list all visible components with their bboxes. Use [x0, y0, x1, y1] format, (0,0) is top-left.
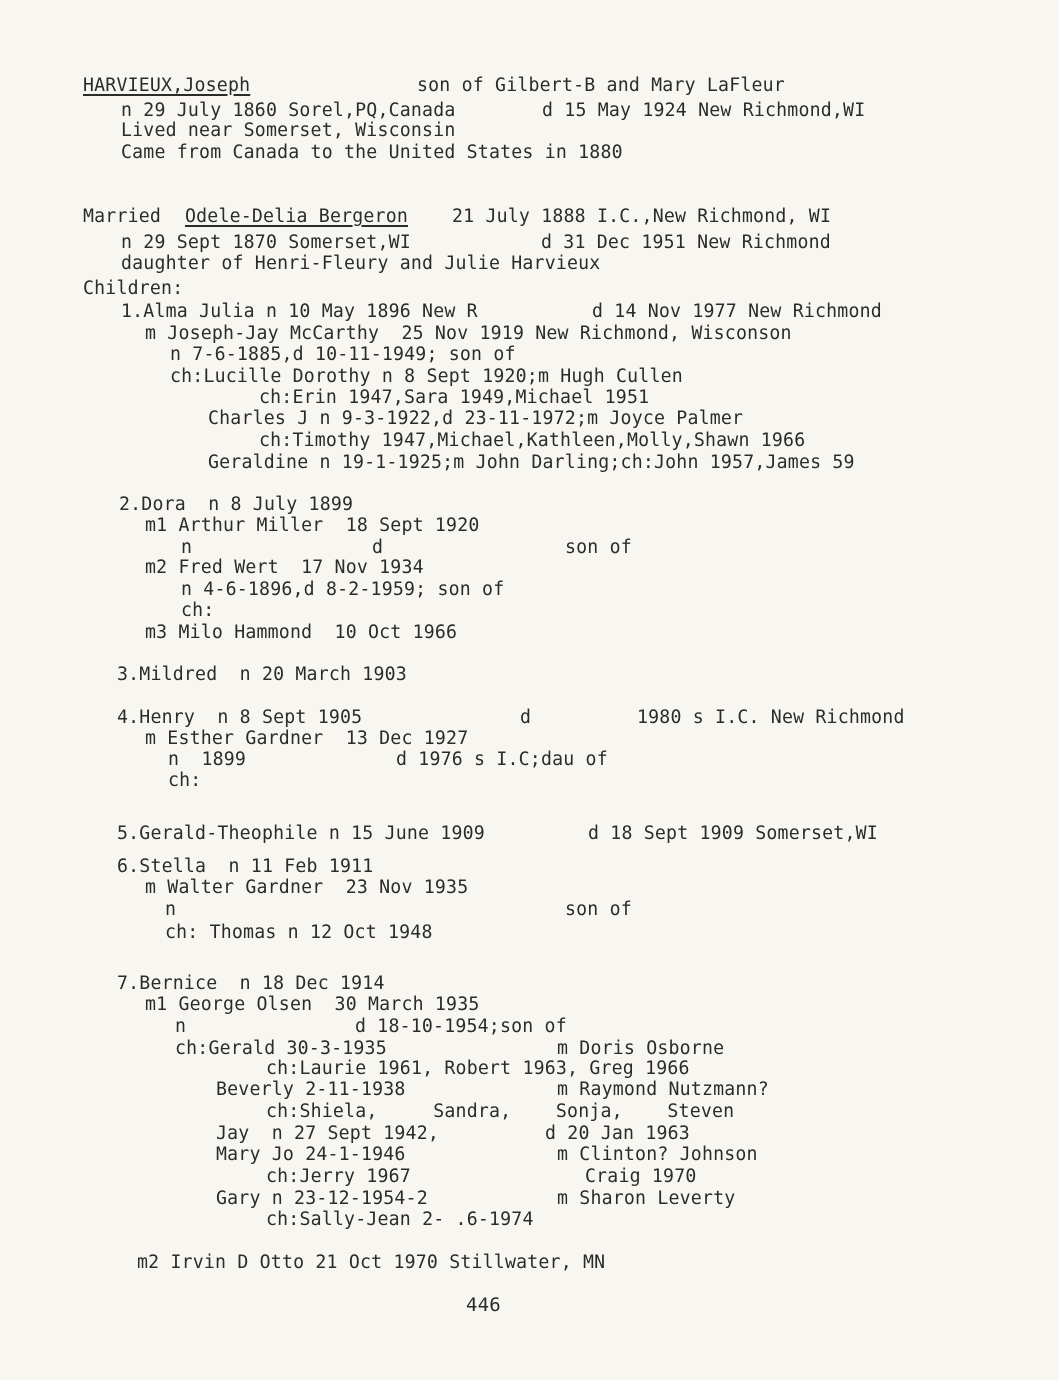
child-4-spouse-death: d 1976 s I.C;dau of: [396, 749, 608, 770]
child-7-great-grandchild: Craig 1970: [585, 1166, 697, 1187]
child-5-line: 5.Gerald-Theophile n 15 June 1909: [117, 823, 485, 844]
child-1-death: d 14 Nov 1977 New Richmond: [592, 301, 882, 322]
child-4-children: ch:: [168, 770, 202, 791]
spouse-parents: daughter of Henri-Fleury and Julie Harvieux: [121, 253, 601, 274]
child-2-spouse-dates: n 4-6-1896,d 8-2-1959; son of: [181, 579, 505, 600]
child-7-marriage-2: m2 Irvin D Otto 21 Oct 1970 Stillwater, MN: [137, 1252, 606, 1273]
child-7-grandchild: Mary Jo 24-1-1946: [216, 1144, 406, 1165]
child-7-spouse-death: d 18-10-1954;son of: [355, 1016, 567, 1037]
child-7-grandchild-spouse: m Raymond Nutzmann?: [557, 1079, 769, 1100]
child-4-death: 1980 s I.C. New Richmond: [637, 707, 905, 728]
child-2-marriage-3: m3 Milo Hammond 10 Oct 1966: [145, 622, 458, 643]
children-heading: Children:: [83, 278, 184, 299]
child-2-line: 2.Dora n 8 July 1899: [119, 494, 354, 515]
child-7-line: 7.Bernice n 18 Dec 1914: [117, 973, 385, 994]
child-2-spouse-parents: son of: [565, 537, 632, 558]
child-5-death: d 18 Sept 1909 Somerset,WI: [588, 823, 878, 844]
child-1-spouse-dates: n 7-6-1885,d 10-11-1949; son of: [170, 344, 516, 365]
child-1-great-grandchildren: ch:Timothy 1947,Michael,Kathleen,Molly,Shawn 1966: [259, 430, 806, 451]
page-number: 446: [466, 1294, 501, 1316]
child-7-grandchild: Beverly 2-11-1938: [216, 1079, 406, 1100]
subject-death: d 15 May 1924 New Richmond,WI: [542, 100, 866, 121]
child-7-great-grandchildren: ch:Laurie 1961, Robert 1963, Greg 1966: [266, 1058, 690, 1079]
child-1-marriage: m Joseph-Jay McCarthy 25 Nov 1919 New Richmond, Wisconson: [145, 323, 792, 344]
marriage-details: 21 July 1888 I.C.,New Richmond, WI: [452, 206, 832, 227]
child-7-spouse-birth: n: [175, 1016, 187, 1037]
child-4-death-label: d: [520, 707, 532, 728]
child-2-spouse-birth: n: [181, 537, 193, 558]
child-4-marriage: m Esther Gardner 13 Dec 1927: [145, 728, 469, 749]
child-2-marriage-1: m1 Arthur Miller 18 Sept 1920: [145, 515, 480, 536]
child-1-grandchild: ch:Lucille Dorothy n 8 Sept 1920;m Hugh Cullen: [170, 366, 683, 387]
child-3-line: 3.Mildred n 20 March 1903: [117, 664, 407, 685]
child-4-spouse-birth: n 1899: [168, 749, 247, 770]
child-7-grandchild-spouse: m Clinton? Johnson: [557, 1144, 758, 1165]
spouse-death: d 31 Dec 1951 New Richmond: [541, 232, 831, 253]
child-6-spouse-parents: son of: [565, 899, 632, 920]
child-6-children: ch: Thomas n 12 Oct 1948: [165, 922, 433, 943]
child-7-great-grandchild: ch:Jerry 1967: [266, 1166, 411, 1187]
spouse-name: Odele-Delia Bergeron: [185, 206, 408, 227]
child-1-grandchild: Geraldine n 19-1-1925;m John Darling;ch:John 1957,James 59: [208, 452, 855, 473]
child-7-great-grandchild: ch:Sally-Jean 2- .6-1974: [266, 1209, 534, 1230]
child-6-marriage: m Walter Gardner 23 Nov 1935: [145, 877, 469, 898]
child-7-grandchild: Gary n 23-12-1954-2: [216, 1188, 428, 1209]
child-7-grandchild: Jay n 27 Sept 1942,: [216, 1123, 439, 1144]
child-1-line: 1.Alma Julia n 10 May 1896 New R: [121, 301, 478, 322]
child-1-great-grandchildren: ch:Erin 1947,Sara 1949,Michael 1951: [259, 387, 650, 408]
subject-immigration: Came from Canada to the United States in 1880: [121, 142, 623, 163]
spouse-birth: n 29 Sept 1870 Somerset,WI: [121, 232, 411, 253]
child-1-grandchild: Charles J n 9-3-1922,d 23-11-1972;m Joyce Palmer: [208, 408, 744, 429]
child-2-spouse-death: d: [372, 537, 384, 558]
child-6-line: 6.Stella n 11 Feb 1911: [117, 856, 374, 877]
child-2-marriage-2: m2 Fred Wert 17 Nov 1934: [145, 557, 424, 578]
subject-residence: Lived near Somerset, Wisconsin: [121, 120, 456, 141]
child-7-great-grandchildren: ch:Shiela, Sandra, Sonja, Steven: [266, 1101, 735, 1122]
child-7-grandchild-spouse: m Sharon Leverty: [557, 1188, 736, 1209]
child-4-line: 4.Henry n 8 Sept 1905: [117, 707, 363, 728]
marriage-prefix: Married: [83, 206, 162, 227]
child-6-spouse-birth: n: [165, 899, 177, 920]
child-7-grandchild: ch:Gerald 30-3-1935: [175, 1038, 387, 1059]
subject-birth: n 29 July 1860 Sorel,PQ,Canada: [121, 100, 456, 121]
child-2-children: ch:: [181, 600, 215, 621]
subject-parents: son of Gilbert-B and Mary LaFleur: [417, 75, 785, 96]
subject-name: HARVIEUX,Joseph: [83, 75, 251, 96]
child-7-grandchild-spouse: m Doris Osborne: [557, 1038, 725, 1059]
child-7-marriage-1: m1 George Olsen 30 March 1935: [145, 994, 480, 1015]
child-7-grandchild-death: d 20 Jan 1963: [545, 1123, 690, 1144]
